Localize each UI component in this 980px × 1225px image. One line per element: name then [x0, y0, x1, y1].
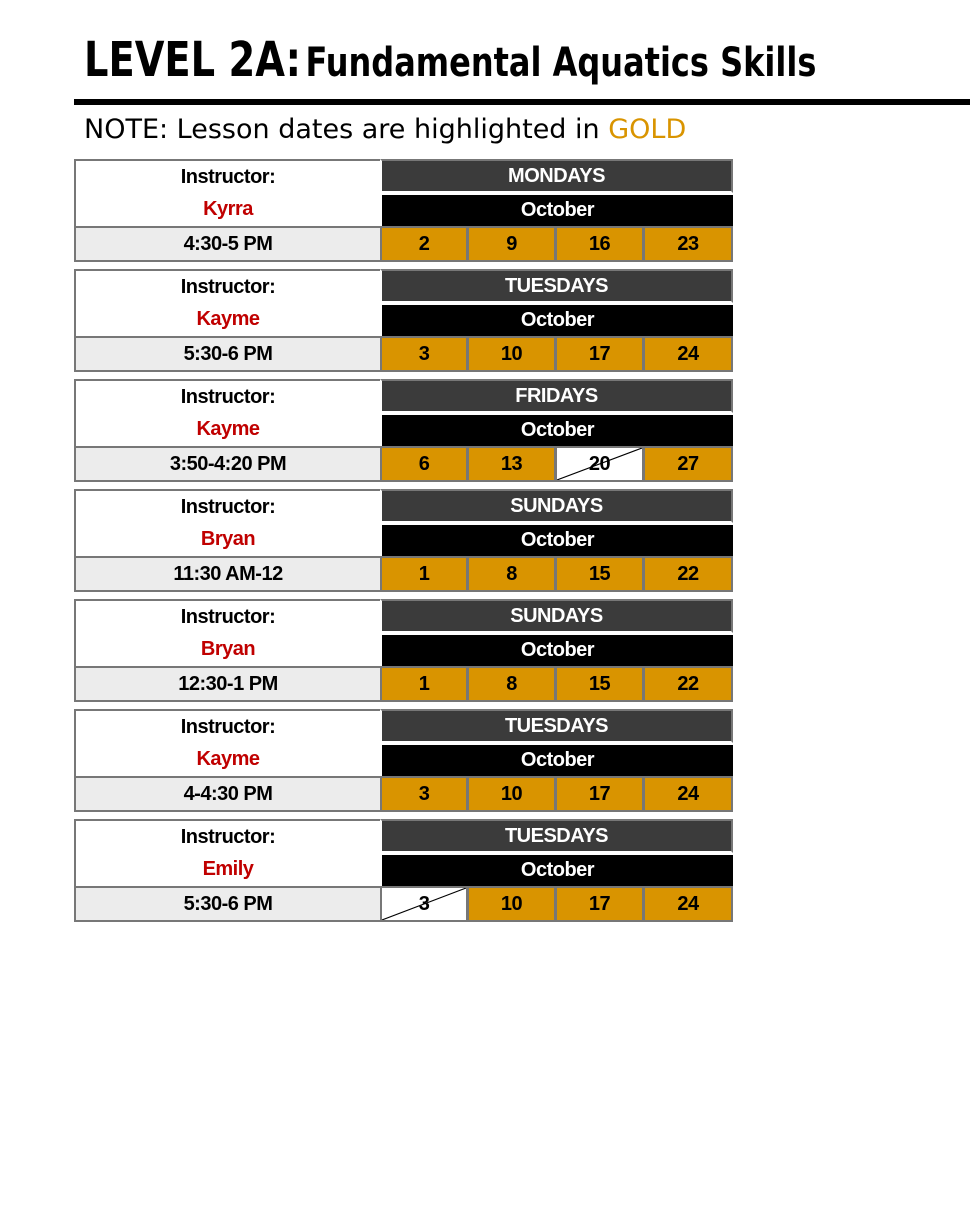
schedule-block [74, 159, 733, 262]
instructor-name: Kayme [74, 303, 380, 336]
schedule-block [74, 709, 733, 812]
day-header: SUNDAYS [380, 489, 733, 523]
date-value: 1 [418, 562, 430, 585]
lesson-date-cell [556, 886, 644, 922]
date-value: 17 [588, 342, 611, 365]
date-value: 3 [418, 892, 430, 915]
date-value: 22 [677, 672, 699, 695]
lesson-date-cell [380, 556, 468, 592]
level-label: LEVEL 2A: [84, 32, 301, 88]
instructor-name: Kayme [74, 743, 380, 776]
note-highlight: GOLD [608, 114, 687, 145]
date-value: 20 [588, 452, 611, 475]
lesson-date-cell [380, 336, 468, 372]
month-header: October [380, 853, 733, 886]
date-value: 15 [588, 562, 611, 585]
lesson-date-cell [556, 776, 644, 812]
lesson-date-cell [644, 226, 733, 262]
date-value: 17 [588, 892, 611, 915]
note-prefix: NOTE: Lesson dates are highlighted in [84, 114, 609, 145]
instructor-name: Kyrra [74, 193, 380, 226]
instructor-name: Bryan [74, 633, 380, 666]
date-value: 3 [418, 342, 430, 365]
schedule-block [74, 819, 733, 922]
lesson-date-cell [380, 446, 468, 482]
lesson-date-cell [468, 446, 556, 482]
lesson-date-cell [468, 666, 556, 702]
date-value: 8 [506, 672, 517, 695]
date-value: 27 [677, 452, 699, 475]
cancelled-date-cell [380, 886, 468, 922]
instructor-label: Instructor: [74, 819, 380, 853]
lesson-date-cell [556, 336, 644, 372]
month-header: October [380, 303, 733, 336]
schedule-block [74, 379, 733, 482]
schedule-block [74, 599, 733, 702]
lesson-date-cell [644, 666, 733, 702]
date-value: 17 [588, 782, 611, 805]
date-value: 22 [677, 562, 699, 585]
instructor-label: Instructor: [74, 379, 380, 413]
lesson-date-cell [644, 336, 733, 372]
cancelled-date-cell [556, 446, 644, 482]
date-value: 1 [418, 672, 430, 695]
lesson-date-cell [380, 226, 468, 262]
date-value: 24 [677, 782, 699, 805]
day-header: SUNDAYS [380, 599, 733, 633]
instructor-label: Instructor: [74, 489, 380, 523]
date-value: 6 [418, 452, 430, 475]
day-header: TUESDAYS [380, 709, 733, 743]
title-divider [74, 99, 970, 105]
day-header: TUESDAYS [380, 269, 733, 303]
instructor-name: Kayme [74, 413, 380, 446]
schedule-list [74, 159, 733, 929]
lesson-time: 4-4:30 PM [74, 776, 380, 812]
day-header: TUESDAYS [380, 819, 733, 853]
lesson-date-cell [468, 776, 556, 812]
date-value: 13 [500, 452, 523, 475]
lesson-time: 3:50-4:20 PM [74, 446, 380, 482]
page-title [84, 32, 817, 88]
date-value: 10 [500, 782, 523, 805]
date-value: 24 [677, 342, 699, 365]
lesson-date-cell [468, 556, 556, 592]
date-value: 9 [506, 232, 517, 255]
note-text [84, 114, 686, 145]
lesson-date-cell [644, 446, 733, 482]
date-value: 2 [418, 232, 430, 255]
lesson-date-cell [468, 336, 556, 372]
month-header: October [380, 413, 733, 446]
instructor-name: Emily [74, 853, 380, 886]
date-value: 23 [677, 232, 699, 255]
month-header: October [380, 193, 733, 226]
month-header: October [380, 633, 733, 666]
schedule-block [74, 489, 733, 592]
lesson-date-cell [644, 886, 733, 922]
lesson-date-cell [556, 226, 644, 262]
lesson-time: 4:30-5 PM [74, 226, 380, 262]
lesson-time: 5:30-6 PM [74, 336, 380, 372]
schedule-block [74, 269, 733, 372]
instructor-label: Instructor: [74, 709, 380, 743]
level-subtitle: Fundamental Aquatics Skills [305, 40, 817, 86]
day-header: MONDAYS [380, 159, 733, 193]
date-value: 24 [677, 892, 699, 915]
date-value: 10 [500, 342, 523, 365]
lesson-date-cell [468, 226, 556, 262]
instructor-name: Bryan [74, 523, 380, 556]
lesson-date-cell [644, 556, 733, 592]
lesson-date-cell [556, 666, 644, 702]
lesson-date-cell [556, 556, 644, 592]
lesson-time: 12:30-1 PM [74, 666, 380, 702]
instructor-label: Instructor: [74, 159, 380, 193]
lesson-date-cell [644, 776, 733, 812]
lesson-date-cell [380, 776, 468, 812]
month-header: October [380, 743, 733, 776]
date-value: 8 [506, 562, 517, 585]
instructor-label: Instructor: [74, 269, 380, 303]
date-value: 10 [500, 892, 523, 915]
instructor-label: Instructor: [74, 599, 380, 633]
date-value: 3 [418, 782, 430, 805]
lesson-time: 5:30-6 PM [74, 886, 380, 922]
month-header: October [380, 523, 733, 556]
date-value: 15 [588, 672, 611, 695]
day-header: FRIDAYS [380, 379, 733, 413]
lesson-time: 11:30 AM-12 [74, 556, 380, 592]
date-value: 16 [588, 232, 611, 255]
lesson-date-cell [380, 666, 468, 702]
lesson-date-cell [468, 886, 556, 922]
